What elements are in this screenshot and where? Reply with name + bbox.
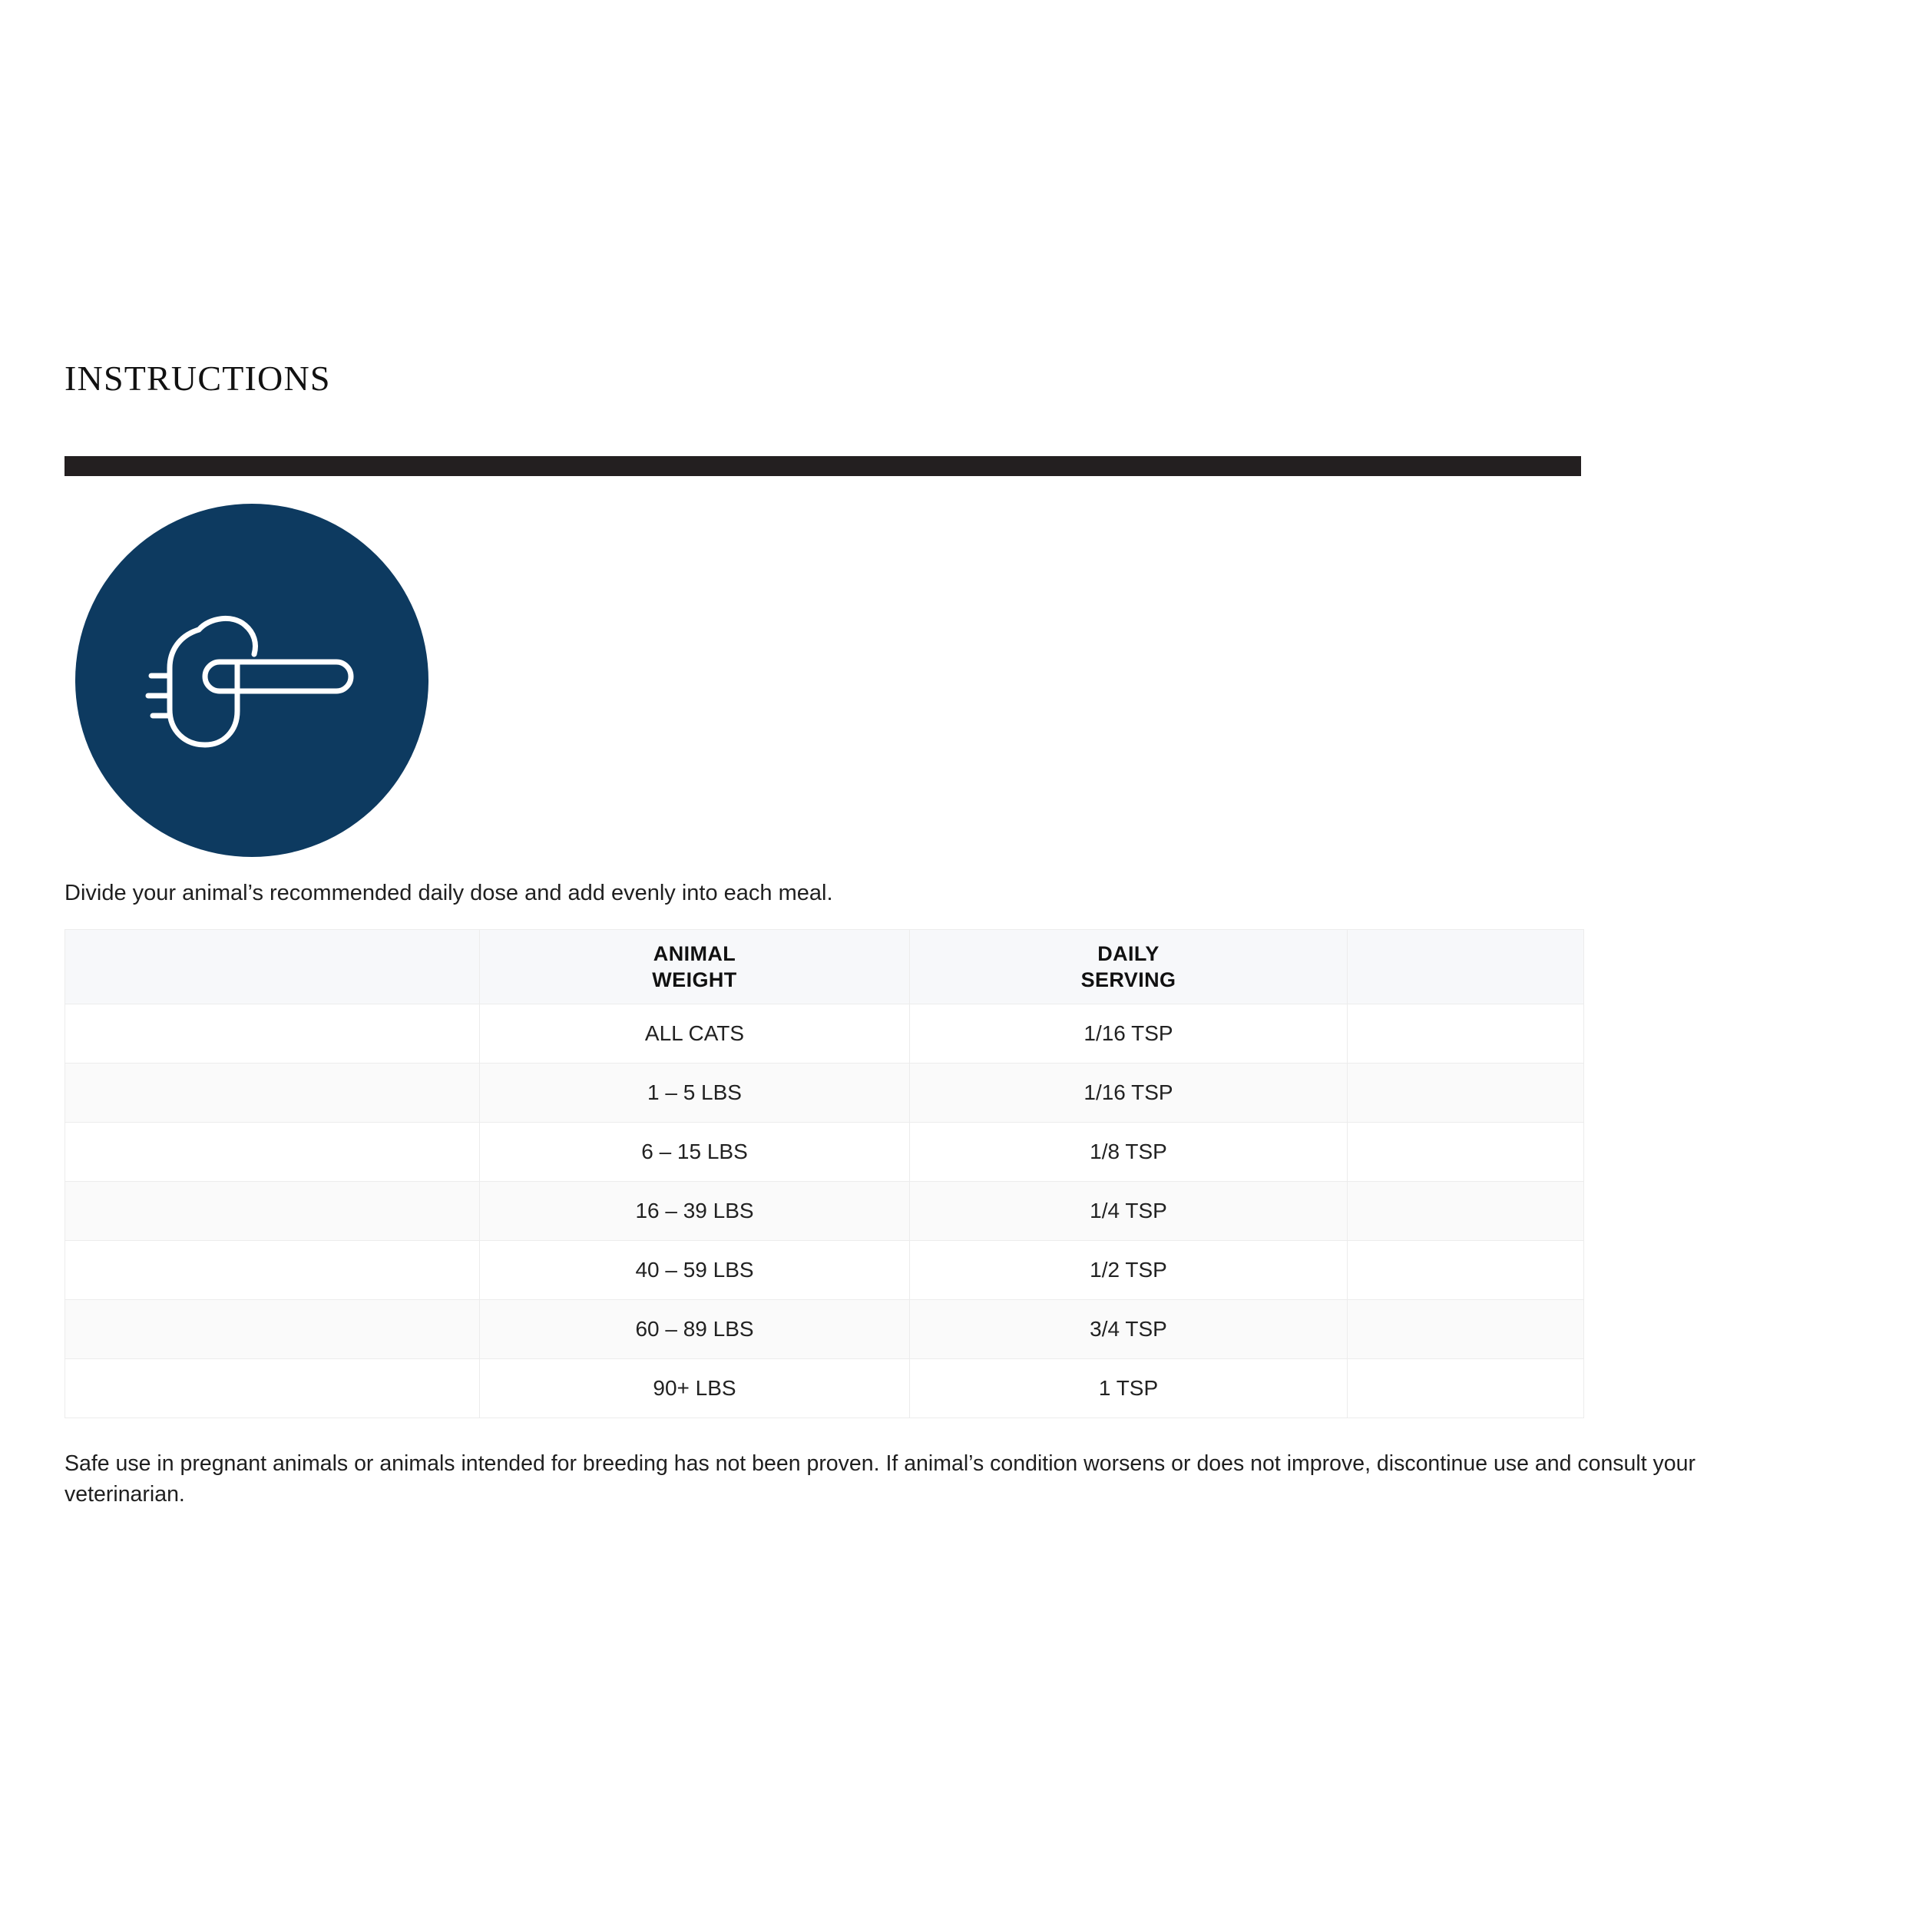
cell-daily-serving: 1/2 TSP — [910, 1241, 1348, 1300]
cell-daily-serving: 1/8 TSP — [910, 1123, 1348, 1182]
table-row — [65, 1359, 1584, 1418]
row-spacer-right — [1348, 1123, 1584, 1182]
column-header-daily-serving — [910, 930, 1348, 1004]
scoop-icon — [75, 504, 428, 857]
column-header-daily-serving-line1: DAILY — [1097, 941, 1160, 965]
cell-animal-weight: ALL CATS — [480, 1004, 910, 1064]
row-spacer-left — [65, 1182, 480, 1241]
row-spacer-right — [1348, 1182, 1584, 1241]
scoop-icon-container — [75, 504, 428, 857]
cell-animal-weight: 6 – 15 LBS — [480, 1123, 910, 1182]
table-row — [65, 1182, 1584, 1241]
row-spacer-left — [65, 1004, 480, 1064]
cell-animal-weight: 1 – 5 LBS — [480, 1064, 910, 1123]
row-spacer-right — [1348, 1004, 1584, 1064]
table-row — [65, 1241, 1584, 1300]
instructions-content — [65, 359, 1696, 1532]
section-divider — [65, 456, 1581, 476]
disclaimer-text: Safe use in pregnant animals or animals intended for breeding has not been proven. If animal’s condition worsens or does not improve, discontinue use and consult your veterinarian. — [65, 1451, 1696, 1507]
column-header-animal-weight-line2: WEIGHT — [652, 968, 737, 992]
dosage-table — [65, 929, 1584, 1418]
page-title: INSTRUCTIONS — [65, 359, 331, 398]
cell-animal-weight: 60 – 89 LBS — [480, 1300, 910, 1359]
cell-animal-weight: 90+ LBS — [480, 1359, 910, 1418]
cell-daily-serving: 1 TSP — [910, 1359, 1348, 1418]
row-spacer-left — [65, 1064, 480, 1123]
cell-animal-weight: 40 – 59 LBS — [480, 1241, 910, 1300]
table-row — [65, 1123, 1584, 1182]
column-header-daily-serving-line2: SERVING — [1080, 968, 1176, 992]
row-spacer-left — [65, 1123, 480, 1182]
cell-daily-serving: 3/4 TSP — [910, 1300, 1348, 1359]
row-spacer-right — [1348, 1359, 1584, 1418]
header-spacer-left — [65, 930, 480, 1004]
cell-daily-serving: 1/16 TSP — [910, 1064, 1348, 1123]
row-spacer-left — [65, 1359, 480, 1418]
row-spacer-right — [1348, 1241, 1584, 1300]
table-row — [65, 1064, 1584, 1123]
table-body — [65, 1004, 1584, 1418]
row-spacer-left — [65, 1241, 480, 1300]
column-header-animal-weight — [480, 930, 910, 1004]
row-spacer-left — [65, 1300, 480, 1359]
cell-daily-serving: 1/16 TSP — [910, 1004, 1348, 1064]
cell-daily-serving: 1/4 TSP — [910, 1182, 1348, 1241]
cell-animal-weight: 16 – 39 LBS — [480, 1182, 910, 1241]
row-spacer-right — [1348, 1300, 1584, 1359]
header-spacer-right — [1348, 930, 1584, 1004]
row-spacer-right — [1348, 1064, 1584, 1123]
table-row — [65, 1004, 1584, 1064]
column-header-animal-weight-line1: ANIMAL — [653, 941, 736, 965]
table-header — [65, 930, 1584, 1004]
table-header-row — [65, 930, 1584, 1004]
intro-text: Divide your animal’s recommended daily dose and add evenly into each meal. — [65, 881, 833, 905]
table-row — [65, 1300, 1584, 1359]
